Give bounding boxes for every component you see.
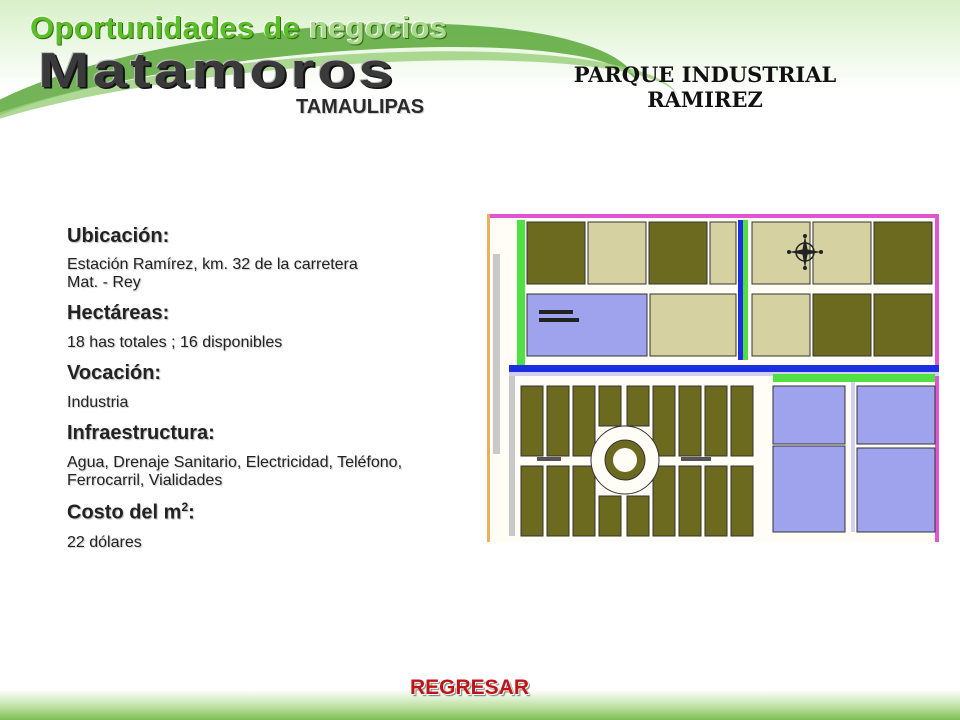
costo-label-colon: : (188, 501, 195, 524)
map-lot-tenant (773, 446, 845, 532)
map-side-road-label (493, 254, 500, 454)
ubicacion-value: Estación Ramírez, km. 32 de la carretera Mat. - Rey (67, 256, 358, 291)
infraestructura-label: Infraestructura: (67, 422, 215, 444)
page-title (520, 62, 890, 112)
map-lot (874, 222, 932, 284)
costo-label-sup: 2 (181, 500, 189, 514)
vocacion-label: Vocación: (67, 362, 162, 384)
map-lot (599, 386, 621, 426)
map-lot (705, 466, 727, 536)
map-lot (705, 386, 727, 456)
map-lot (679, 386, 701, 456)
map-lot (547, 466, 569, 536)
costo-label (67, 500, 467, 525)
map-street-label-mark (681, 457, 711, 461)
hectareas-label: Hectáreas: (67, 302, 170, 324)
hectareas-value: 18 has totales ; 16 disponibles (67, 334, 283, 351)
map-lot (874, 294, 932, 356)
map-lot (710, 222, 736, 284)
map-lot (679, 466, 701, 536)
back-link[interactable]: REGRESAR (410, 676, 530, 699)
page-title-line2: RAMIREZ (647, 87, 763, 112)
logo-tagline-part2: negocios (308, 10, 448, 45)
map-internal-road (851, 382, 855, 532)
map-green-strip-right (743, 220, 748, 360)
map-border-top (487, 214, 939, 218)
logo-tagline-part1: Oportunidades de (30, 10, 301, 45)
map-lot (627, 496, 649, 536)
map-lot (573, 466, 595, 536)
map-lot (649, 222, 707, 284)
park-info-panel (67, 225, 467, 552)
map-road-horizontal (509, 365, 939, 372)
logo-state: TAMAULIPAS (296, 96, 425, 118)
map-lot (547, 386, 569, 456)
map-lot (588, 222, 646, 284)
map-lot (599, 496, 621, 536)
map-border-left (487, 214, 490, 542)
map-lot (731, 386, 753, 456)
map-road-vertical (738, 220, 743, 360)
map-lot (573, 386, 595, 456)
park-site-map (487, 214, 939, 542)
map-lot-tenant (857, 386, 935, 444)
map-lot (521, 466, 543, 536)
site-map-drawing (487, 214, 939, 542)
map-lot-tenant (857, 448, 935, 532)
map-lot (813, 294, 871, 356)
map-side-road-lower (509, 376, 515, 536)
ubicacion-label: Ubicación: (67, 225, 170, 247)
map-border-right (935, 214, 939, 542)
map-lot-tenant (527, 294, 647, 356)
costo-value: 22 dólares (67, 533, 142, 551)
map-roundabout-inner (613, 448, 637, 472)
map-lot (731, 466, 753, 536)
map-lot (752, 294, 810, 356)
map-lot (653, 466, 675, 536)
logo-city: Matamoros (38, 42, 396, 98)
map-green-strip-bottom (773, 374, 935, 382)
map-lot-label-mark (539, 318, 579, 322)
map-lot (650, 294, 736, 356)
costo-label-base: Costo del m (67, 501, 182, 524)
map-lot (627, 386, 649, 426)
map-lot (521, 386, 543, 456)
logo-tagline (30, 10, 447, 46)
map-lot-label-mark (539, 310, 573, 314)
map-lot (527, 222, 585, 284)
map-lot-tenant (773, 386, 845, 444)
vocacion-value: Industria (67, 394, 129, 411)
page-title-line1: PARQUE INDUSTRIAL (573, 62, 837, 87)
map-street-label-mark (537, 457, 561, 461)
infraestructura-value: Agua, Drenaje Sanitario, Electricidad, Teléfono, Ferrocarril, Vialidades (67, 454, 403, 489)
map-green-strip-left (517, 220, 525, 365)
